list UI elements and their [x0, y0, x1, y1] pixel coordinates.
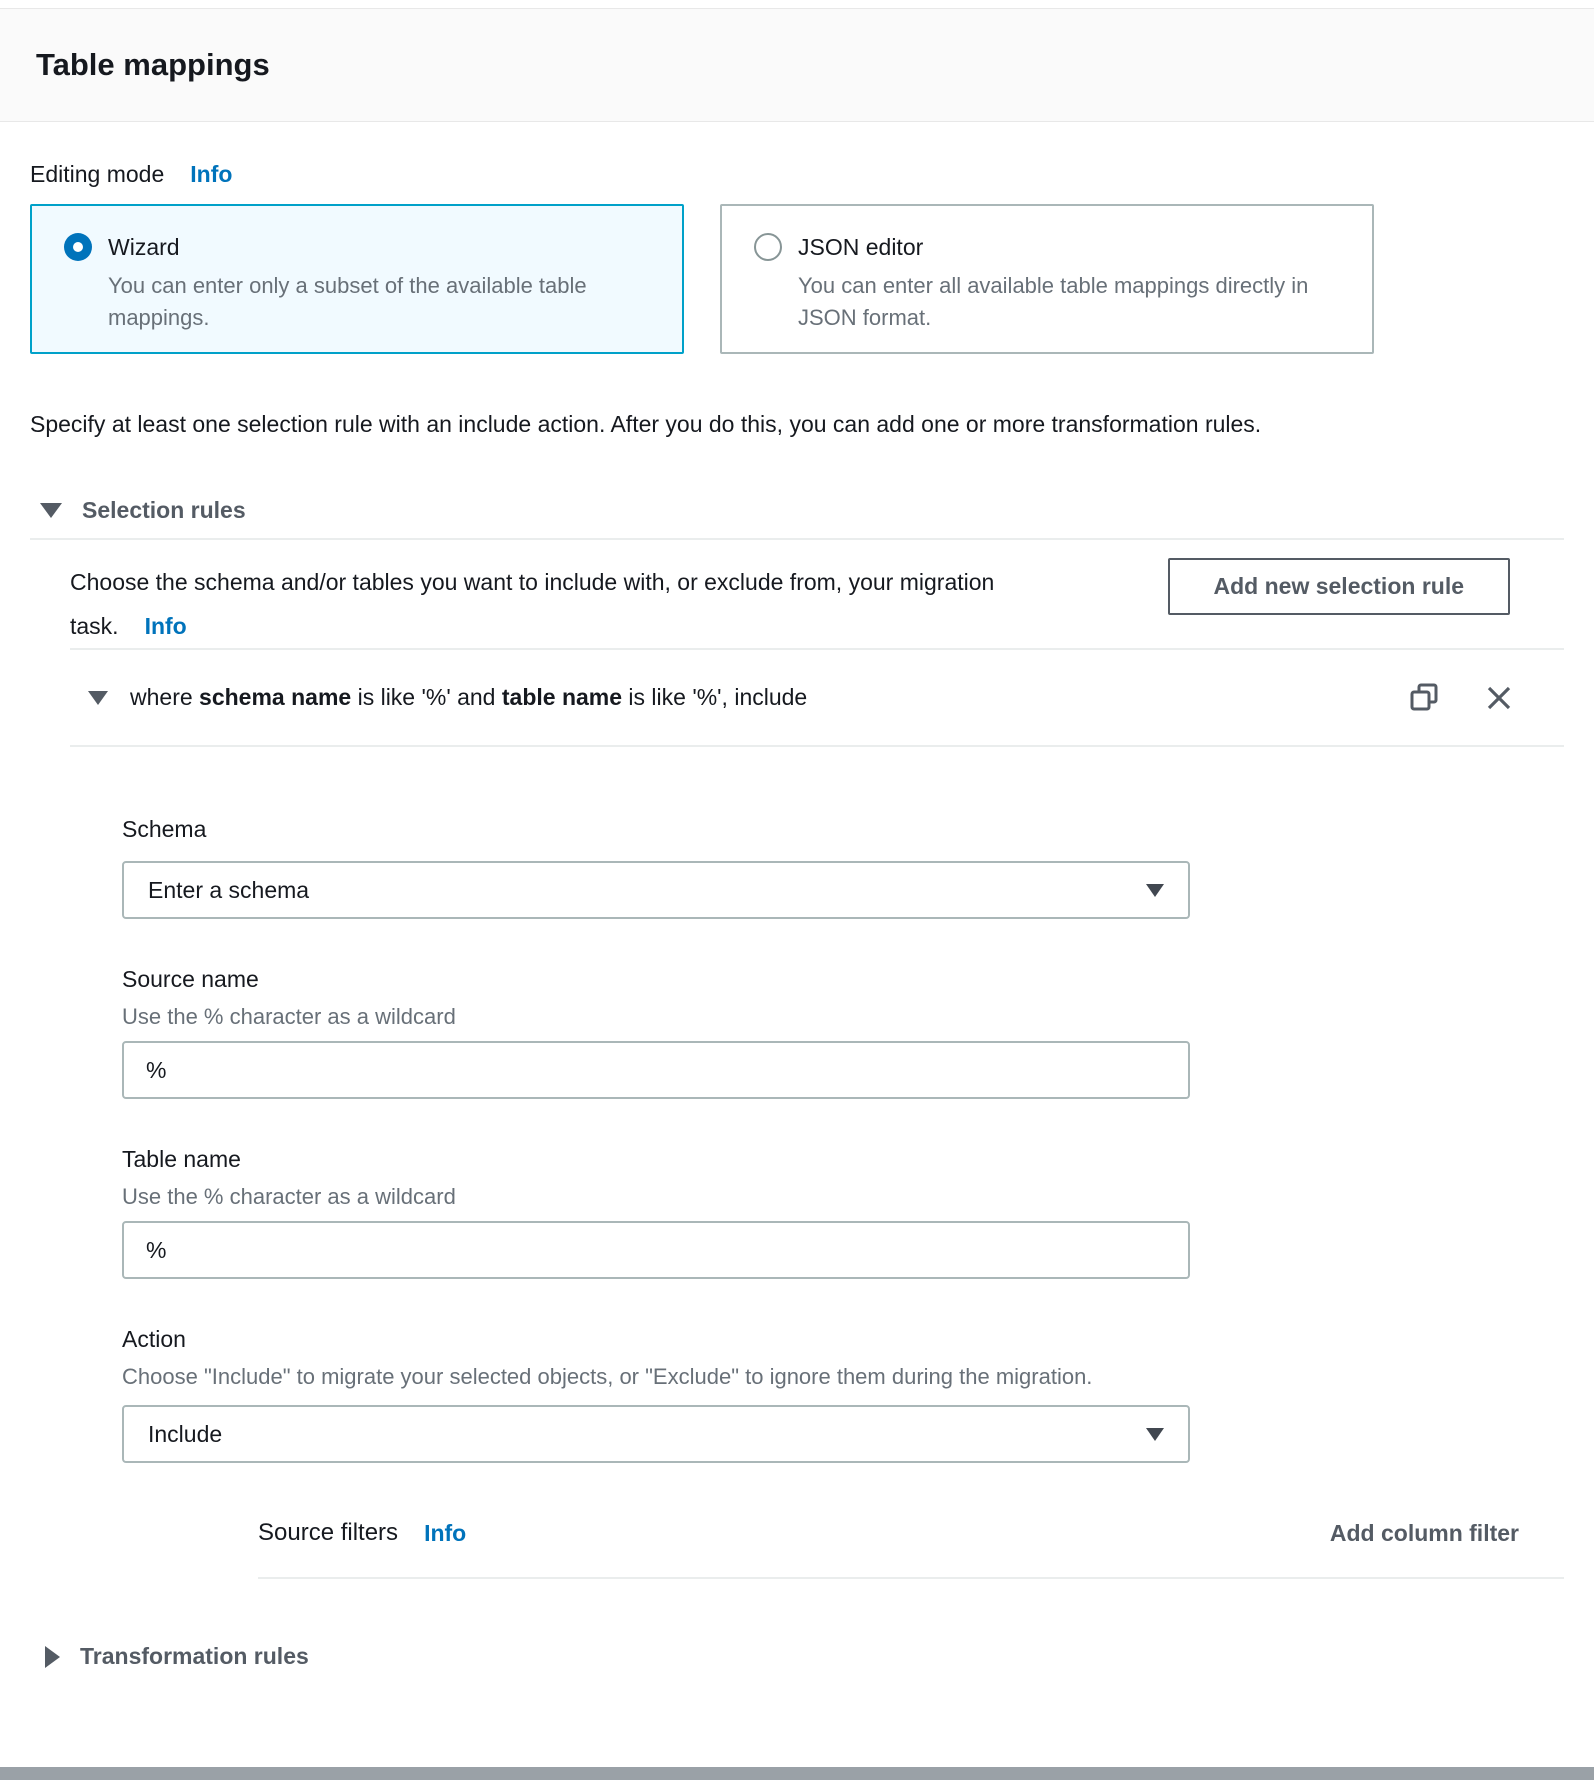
schema-label: Schema [122, 816, 207, 842]
top-strip [0, 0, 1594, 8]
tile-json-editor[interactable] [720, 204, 1374, 354]
source-name-input[interactable] [122, 1041, 1190, 1099]
json-editor-radio-button[interactable] [754, 233, 782, 261]
close-icon [1483, 682, 1515, 714]
selection-rules-description-row [70, 540, 1564, 648]
chevron-right-icon [45, 1646, 60, 1668]
source-name-label: Source name [122, 966, 259, 992]
rule-actions [1408, 681, 1515, 714]
action-select[interactable] [122, 1405, 1190, 1463]
panel-header [0, 8, 1594, 122]
wizard-description: You can enter only a subset of the available table mappings. [108, 273, 587, 330]
source-filters-info-link[interactable]: Info [424, 1519, 467, 1546]
editing-mode-row [30, 160, 1564, 188]
selection-rules-content [70, 540, 1564, 1579]
tile-wizard[interactable] [30, 204, 684, 354]
wizard-radio-button[interactable] [64, 233, 92, 261]
source-filters-label: Source filters [258, 1519, 399, 1546]
action-hint: Choose "Include" to migrate your selected objects, or "Exclude" to ignore them during the migration. [122, 1364, 1093, 1389]
action-select-value: Include [148, 1420, 223, 1447]
chevron-down-icon[interactable] [88, 691, 108, 705]
table-name-hint: Use the % character as a wildcard [122, 1184, 456, 1209]
editing-mode-tiles [30, 204, 1564, 354]
schema-select[interactable] [122, 861, 1190, 919]
rule-summary: where schema name is like '%' and table name is like '%', include [130, 684, 808, 710]
intro-text: Specify at least one selection rule with an include action. After you do this, you can add one or more transformation rules. [30, 411, 1262, 437]
table-name-input[interactable] [122, 1221, 1190, 1279]
bottom-scrollbar[interactable] [0, 1767, 1594, 1780]
page-title: Table mappings [36, 47, 270, 82]
chevron-down-icon [40, 503, 62, 518]
selection-rules-info-link[interactable]: Info [144, 613, 187, 639]
wizard-label: Wizard [108, 234, 180, 260]
action-label: Action [122, 1326, 186, 1352]
divider [70, 745, 1564, 747]
transformation-rules-header[interactable] [32, 1643, 309, 1670]
caret-down-icon [1146, 884, 1164, 897]
json-editor-label: JSON editor [798, 234, 924, 260]
json-editor-description: You can enter all available table mappings directly in JSON format. [798, 273, 1309, 330]
table-name-label: Table name [122, 1146, 241, 1172]
caret-down-icon [1146, 1428, 1164, 1441]
panel-body [0, 160, 1594, 1670]
source-name-hint: Use the % character as a wildcard [122, 1004, 456, 1029]
editing-mode-info-link[interactable]: Info [190, 161, 233, 187]
add-column-filter-button[interactable]: Add column filter [1329, 1519, 1519, 1546]
schema-select-value: Enter a schema [148, 876, 310, 903]
copy-icon [1408, 681, 1441, 714]
selection-rules-title: Selection rules [82, 497, 246, 523]
remove-rule-button[interactable] [1483, 682, 1515, 714]
selection-rules-header[interactable] [30, 497, 246, 524]
duplicate-rule-button[interactable] [1408, 681, 1441, 714]
rule-header-row [70, 650, 1564, 745]
rule-form [70, 815, 1564, 1579]
add-selection-rule-button[interactable]: Add new selection rule [1168, 558, 1511, 615]
editing-mode-label: Editing mode [30, 161, 165, 187]
selection-rules-description: Choose the schema and/or tables you want to include with, or exclude from, your migration task. Info [70, 569, 995, 639]
source-filters-row [258, 1519, 1519, 1547]
transformation-rules-title: Transformation rules [80, 1643, 309, 1669]
divider [258, 1577, 1564, 1579]
